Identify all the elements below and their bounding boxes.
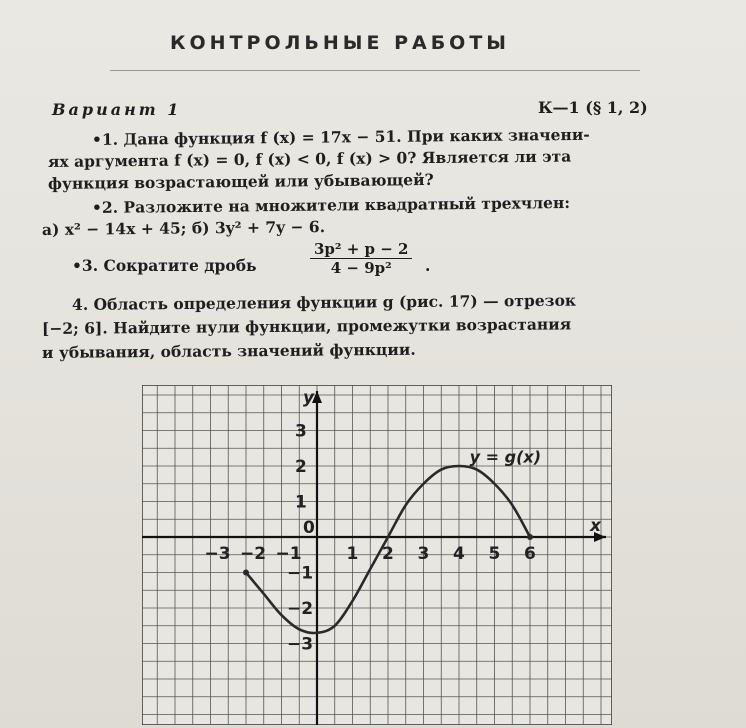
task3-fraction: [310, 240, 412, 277]
task2-line2: а) x² − 14x + 45; б) 3y² + 7y − 6.: [41, 217, 326, 239]
x-tick-label: −3: [204, 544, 231, 564]
x-tick-label: 0: [303, 518, 315, 538]
task3-end: .: [425, 256, 431, 275]
task4-line2: [−2; 6]. Найдите нули функции, промежутки возрастания: [41, 314, 572, 338]
curve-end-point: [527, 534, 533, 540]
variant-label: Вариант 1: [52, 100, 182, 119]
series-label: y = g(x): [469, 447, 542, 467]
x-tick-label: −2: [240, 544, 267, 564]
y-tick-label: −1: [287, 563, 314, 584]
y-tick-label: 1: [295, 492, 307, 513]
y-tick-label: 3: [295, 421, 307, 442]
fraction-numerator: 3p² + p − 2: [314, 240, 409, 258]
task1-line2: ях аргумента f (x) = 0, f (x) < 0, f (x) > 0? Является ли эта: [47, 146, 572, 171]
x-axis-label: x: [590, 516, 601, 536]
y-tick-label: 2: [295, 457, 307, 477]
x-tick-label: 3: [417, 544, 430, 564]
x-tick-label: 6: [524, 544, 536, 564]
task4-line1: 4. Область определения функции g (рис. 17) — отрезок: [71, 290, 577, 314]
test-code: К—1 (§ 1, 2): [538, 98, 648, 117]
page-title: КОНТРОЛЬНЫЕ РАБОТЫ: [170, 32, 510, 54]
task1-line1: •1. Дана функция f (x) = 17x − 51. При каких значени-: [91, 124, 590, 149]
y-tick-label: −2: [287, 599, 314, 619]
x-tick-label: −1: [275, 544, 302, 564]
x-tick-label: 2: [382, 544, 394, 564]
title-divider: [110, 70, 640, 71]
function-graph: [142, 385, 612, 725]
task1-line3: функция возрастающей или убывающей?: [47, 169, 434, 193]
fraction-denominator: 4 − 9p²: [310, 258, 412, 277]
x-tick-label: 5: [488, 544, 501, 564]
y-axis-label: y: [303, 388, 315, 408]
curve-start-point: [243, 570, 249, 576]
x-tick-label: 1: [346, 544, 359, 564]
task3-text: •3. Сократите дробь: [72, 256, 257, 275]
task4-line3: и убывания, область значений функции.: [41, 339, 416, 362]
x-tick-label: 4: [453, 544, 465, 564]
task2-line1: •2. Разложите на множители квадратный трехчлен:: [91, 192, 571, 217]
y-tick-label: −3: [287, 634, 314, 655]
